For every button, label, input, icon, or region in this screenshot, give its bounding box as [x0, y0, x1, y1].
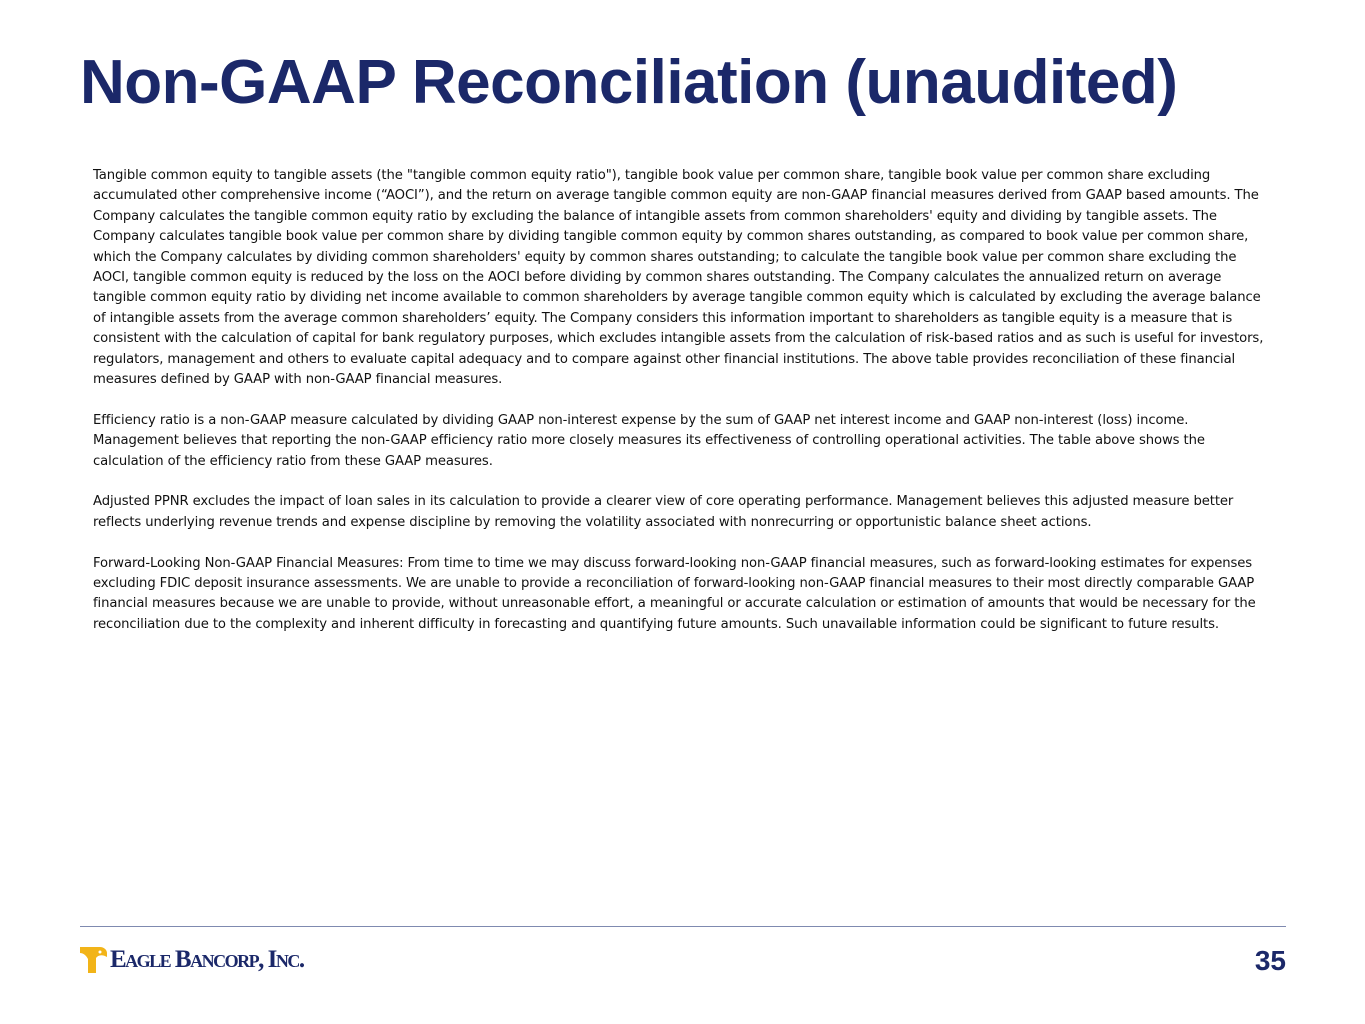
paragraph-adjusted-ppnr: Adjusted PPNR excludes the impact of loan sales in its calculation to provide a clearer view of core operating performance. Management believes this adjusted measure better reflects underlying revenue trends and expense discipline by removing the volatility associated with nonrecurring or opportunistic balance sheet actions.	[93, 494, 1234, 530]
paragraph-tangible-equity: Tangible common equity to tangible assets (the "tangible common equity ratio"), tangible book value per common share, tangible book value per common share excluding accumulated other comprehensive income (“AOCI”), and the return on average tangible common equity are non-GAAP financial measures derived from GAAP based amounts. The Company calculates the tangible common equity ratio by excluding the balance of intangible assets from common shareholders' equity and dividing by tangible assets. The Company calculates tangible book value per common share by dividing tangible common equity by common shares outstanding, as compared to book value per common share, which the Company calculates by dividing common shareholders' equity by common shares outstanding; to calculate the tangible book value per common share excluding the AOCI, tangible common equity is reduced by the loss on the AOCI before dividing by common shares outstanding. The Company calculates the annualized return on average tangible common equity ratio by dividing net income available to common shareholders by average tangible common equity which is calculated by excluding the average balance of intangible assets from the average common shareholders’ equity. The Company considers this information important to shareholders as tangible equity is a measure that is consistent with the calculation of capital for bank regulatory purposes, which excludes intangible assets from the calculation of risk-based ratios and as such is useful for investors, regulators, management and others to evaluate capital adequacy and to compare against other financial institutions. The above table provides reconciliation of these financial measures defined by GAAP with non-GAAP financial measures.	[93, 168, 1264, 388]
footer-divider	[80, 926, 1286, 927]
page-number: 35	[1254, 945, 1286, 976]
logo-text: Eagle Bancorp, Inc.	[110, 946, 304, 973]
page-title: Non-GAAP Reconciliation (unaudited)	[80, 48, 1178, 117]
paragraph-efficiency-ratio: Efficiency ratio is a non-GAAP measure calculated by dividing GAAP non-interest expense by the sum of GAAP net interest income and GAAP non-interest (loss) income. Management believes that reporting the non-GAAP efficiency ratio more closely measures its effectiveness of controlling operational activities. The table above shows the calculation of the efficiency ratio from these GAAP measures.	[93, 412, 1205, 469]
company-logo	[80, 945, 304, 975]
paragraph-forward-looking: Forward-Looking Non-GAAP Financial Measures: From time to time we may discuss forward-looking non-GAAP financial measures, such as forward-looking estimates for expenses excluding FDIC deposit insurance assessments. We are unable to provide a reconciliation of forward-looking non-GAAP financial measures to their most directly comparable GAAP financial measures because we are unable to provide, without unreasonable effort, a meaningful or accurate calculation or estimation of amounts that would be necessary for the reconciliation due to the complexity and inherent difficulty in forecasting and quantifying future amounts. Such unavailable information could be significant to future results.	[93, 555, 1256, 632]
body-text	[93, 166, 1273, 656]
eagle-icon	[80, 945, 108, 975]
